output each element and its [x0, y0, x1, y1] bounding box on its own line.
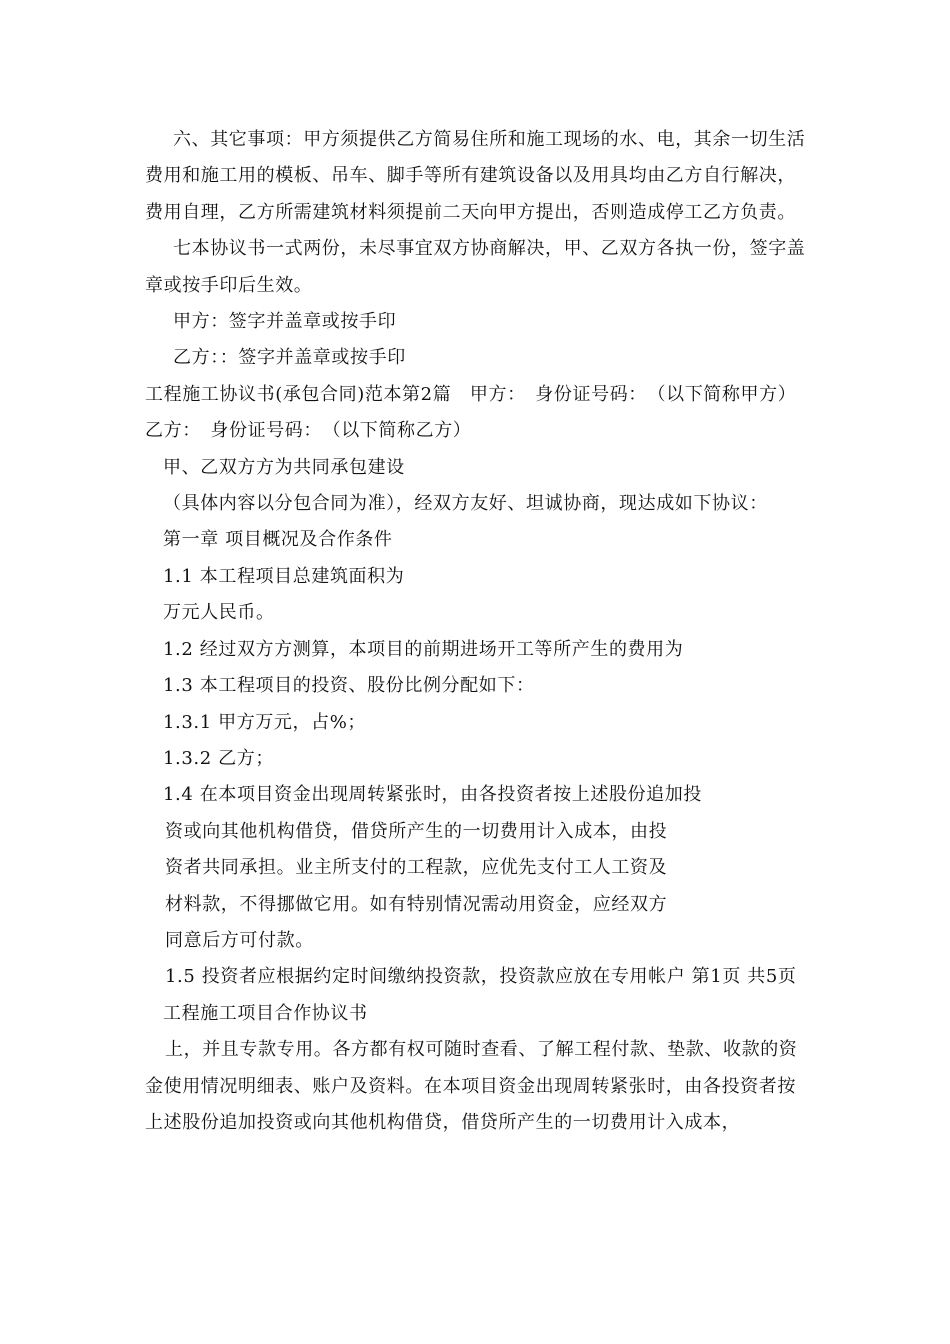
clause-1-4-line-4: 材料款，不得挪做它用。如有特别情况需动用资金，应经双方 [165, 893, 668, 915]
clause-1-4-line-5: 同意后方可付款。 [165, 929, 314, 951]
party-b-signature-line: 乙方：：签字并盖章或按手印 [173, 347, 406, 369]
paragraph-joint-contract: 甲、乙双方方为共同承包建设 [163, 456, 405, 478]
paragraph-other-matters: 六、其它事项：甲方须提供乙方简易住所和施工现场的水、电，其余一切生活费用和施工用的模板、吊车、脚手等所有建筑设备以及用具均由乙方自行解决，费用自理，乙方所需建筑材料须提前二天向甲方提出，否则造成停工乙方负责。 [145, 129, 806, 223]
document-title: 工程施工项目合作协议书 [163, 1002, 368, 1024]
clause-1-3: 1.3 本工程项目的投资、股份比例分配如下： [163, 675, 535, 697]
clause-1-3-1: 1.3.1 甲方万元，占%； [163, 711, 367, 733]
paragraph-agreement-reached: （具体内容以分包合同为准），经双方友好、坦诚协商，现达成如下协议： [163, 493, 768, 515]
clause-1-5-with-page-footer: 1.5 投资者应根据约定时间缴纳投资款，投资款应放在专用帐户 第1页 共5页 [165, 966, 797, 988]
clause-1-4-line-1: 1.4 在本项目资金出现周转紧张时，由各投资者按上述股份追加投 [163, 784, 702, 806]
clause-1-3-2: 1.3.2 乙方； [163, 747, 274, 769]
paragraph-special-account: 上，并且专款专用。各方都有权可随时查看、了解工程付款、垫款、收款的资金使用情况明细表、账户及资料。在本项目资金出现周转紧张时，由各投资者按上述股份追加投资或向其他机构借贷，借贷所产生的一切费用计入成本， [145, 1039, 798, 1133]
clause-1-2: 1.2 经过双方方测算，本项目的前期进场开工等所产生的费用为 [163, 638, 684, 660]
party-a-signature-line: 甲方：签字并盖章或按手印 [173, 311, 397, 333]
document-body [145, 122, 810, 1141]
agreement-heading-paragraph: 工程施工协议书(承包合同)范本第2篇 甲方： 身份证号码： （以下简称甲方） 乙方： 身份证号码： （以下简称乙方） [145, 383, 806, 442]
clause-1-4-line-3: 资者共同承担。业主所支付的工程款，应优先支付工人工资及 [165, 857, 668, 879]
chapter-one-title: 第一章 项目概况及合作条件 [163, 529, 393, 551]
clause-1-1-continued: 万元人民币。 [163, 602, 275, 624]
paragraph-copies-clause: 七本协议书一式两份，未尽事宜双方协商解决，甲、乙双方各执一份，签字盖章或按手印后生效。 [145, 238, 806, 296]
clause-1-4-line-2: 资或向其他机构借贷，借贷所产生的一切费用计入成本，由投 [165, 820, 668, 842]
clause-1-1: 1.1 本工程项目总建筑面积为 [163, 565, 405, 587]
